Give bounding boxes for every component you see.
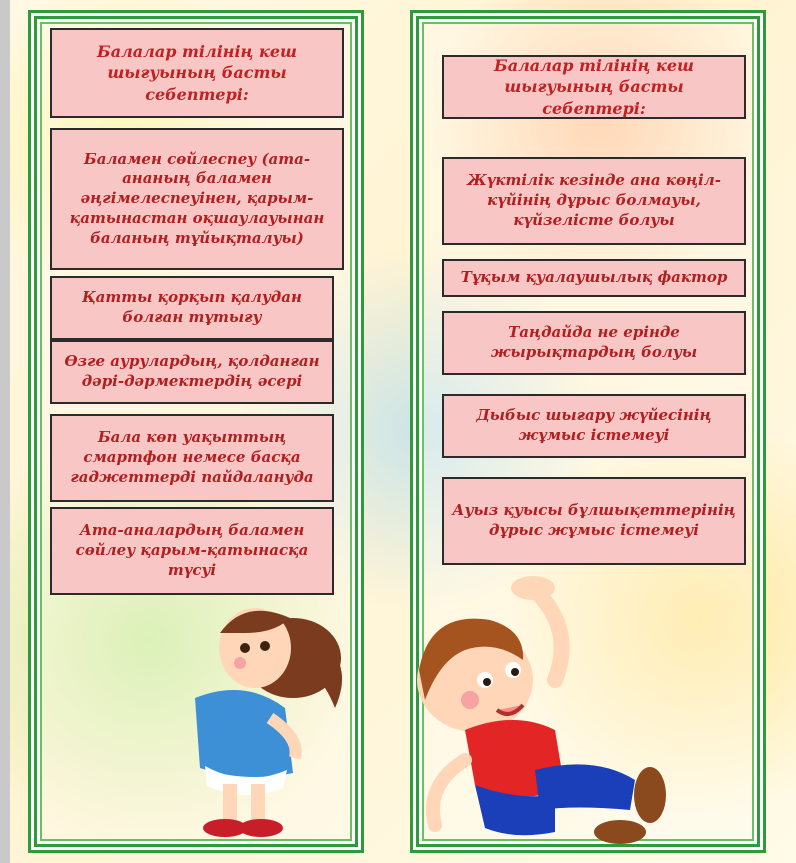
right-cause-1: Жүктілік кезінде ана көңіл-күйінің дұрыс болмауы, күйзелісте болуы	[442, 157, 746, 245]
girl-illustration	[175, 588, 355, 848]
right-cause-2: Тұқым қуалаушылық фактор	[442, 259, 746, 297]
left-edge-strip	[0, 0, 10, 863]
right-cause-3: Таңдайда не ерінде жырықтардың болуы	[442, 311, 746, 375]
left-cause-2: Қатты қорқып қалудан болған тұтығу	[50, 276, 334, 340]
right-cause-5: Ауыз қуысы бұлшықеттерінің дұрыс жұмыс істемеуі	[442, 477, 746, 565]
left-cause-5: Ата-аналардың баламен сөйлеу қарым-қатынасқа түсуі	[50, 507, 334, 595]
left-cause-3: Өзге аурулардың, қолданған дәрі-дәрмектердің әсері	[50, 340, 334, 404]
left-cause-1: Баламен сөйлеспеу (ата-ананың баламен әңгімелеспеуінен, қарым-қатынастан оқшаулауынан баланың тұйықталуы)	[50, 128, 344, 270]
right-panel-title: Балалар тілінің кеш шығуының басты себептері:	[442, 55, 746, 119]
right-cause-4: Дыбыс шығару жүйесінің жұмыс істемеуі	[442, 394, 746, 458]
boy-illustration	[405, 570, 675, 850]
left-panel-title: Балалар тілінің кеш шығуының басты себептері:	[50, 28, 344, 118]
left-cause-4: Бала көп уақыттың смартфон немесе басқа гаджеттерді пайдалануда	[50, 414, 334, 502]
